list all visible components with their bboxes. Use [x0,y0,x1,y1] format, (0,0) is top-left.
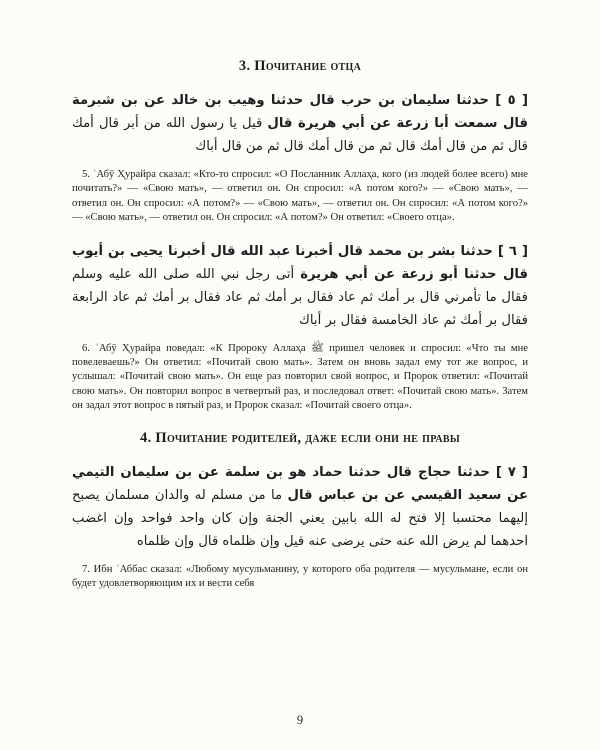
hadith-5-isnad: [ ٥ ] حدثنا سليمان بن حرب قال حدثنا وهيب بن خالد عن بن شبرمة قال سمعت أبا زرعة عن أبي هريرة قال [72,93,529,131]
hadith-6-translation: 6. ʿАбӯ Ҳурайра поведал: «К Пророку Аллаҳа ﷺ пришел человек и спросил: «Что ты мне повелеваешь?» Он ответил: «Почитай свою мать». Затем он вновь задал ему тот же вопрос, и услышал: «Почитай свою мать». Он еще раз повторил свой вопрос, и Пророк ответил: «Почитай свою мать». Он повторил вопрос в четвертый раз, и последовал ответ: «Почитай свою мать». Затем он задал этот вопрос в пятый раз, и Пророк сказал: «Почитай своего отца». [72,342,528,412]
hadith-6-arabic [72,240,528,332]
hadith-6-matn: أتى رجل نبي الله صلى الله عليه وسلم فقال ما تأمرني قال بر أمك ثم عاد فقال بر أمك ثم عاد فقال بر أمك ثم عاد الرابعة فقال بر أمك ثم عاد الخامسة فقال بر أباك [72,266,528,328]
hadith-5-matn: قيل يا رسول الله من أبر قال أمك قال ثم من قال أمك قال ثم من قال أمك قال ثم من قال أباك [72,116,528,154]
chapter-4-title: 4. Почитание родителей, даже если они не правы [140,429,460,446]
hadith-7-arabic [72,461,528,553]
hadith-6-isnad: [ ٦ ] حدثنا بشر بن محمد قال أخبرنا عبد الله قال أخبرنا يحيى بن أيوب قال حدثنا أبو زرعة عن أبي هريرة [72,243,528,282]
hadith-7-isnad: [ ٧ ] حدثنا حجاج قال حدثنا حماد هو بن سلمة عن بن سليمان التيمي عن سعيد القيسي عن بن عباس قال [72,464,528,503]
chapter-3-title: 3. Почитание отца [238,58,362,74]
hadith-5-arabic [72,89,528,158]
hadith-5-translation: 5. ʿАбӯ Ҳурайра сказал: «Кто-то спросил: «О Посланник Аллаҳа, кого (из людей более всего) мне почитать?» — «Свою мать», — ответил он. Он спросил: «А потом кого?» — «Свою мать», — ответил он. Он спросил: «А потом?» — «Свою мать», — ответил он. Он спросил: «А потом кого?» — «Свою мать», — ответил он. Он спросил: «А потом?» Он ответил: «Своего отца». [72,169,528,224]
hadith-7-translation: 7. Ибн ʿАббас сказал: «Любому мусульманину, у которого оба родителя — мусульмане, если он будет удовлетворяющим их и вести себя [72,563,528,590]
page-number: 9 [296,713,304,727]
hadith-7-matn: ما من مسلم له والدان مسلمان يصبح إليهما محتسبا إلا فتح له الله بابين يعني الجنة وإن كان واحد فواحد وإن اغضب احدهما لم يرض الله عنه حتى يرضى عنه قيل وإن ظلماه قال وإن ظلماه [72,487,528,549]
